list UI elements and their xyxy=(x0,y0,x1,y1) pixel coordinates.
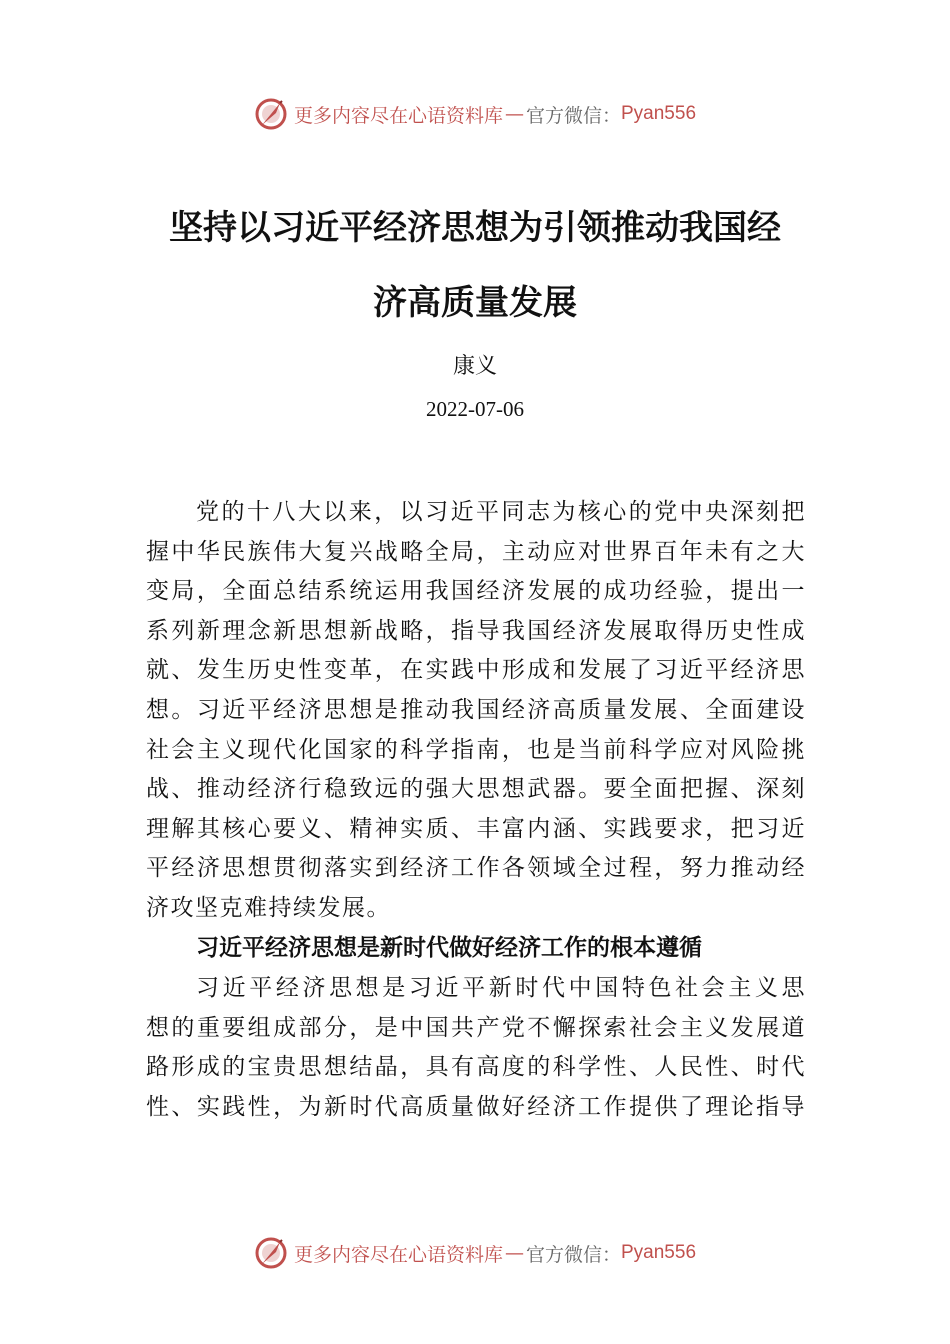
watermark-label: 官方微信： xyxy=(525,1243,621,1266)
paragraph-line: 社会主义现代化国家的科学指南，也是当前科学应对风险挑 xyxy=(146,736,806,763)
section-heading: 习近平经济思想是新时代做好经济工作的根本遵循 xyxy=(196,935,702,961)
paragraph-line: 路形成的宝贵思想结晶，具有高度的科学性、人民性、时代 xyxy=(146,1054,806,1081)
paragraph-line: 就、发生历史性变革，在实践中形成和发展了习近平经济思 xyxy=(146,657,806,684)
watermark-wechat-id: Pyan556 xyxy=(621,103,697,124)
paragraph-line: 战、推动经济行稳致远的强大思想武器。要全面把握、深刻 xyxy=(146,776,806,803)
article-author: 康义 xyxy=(452,354,497,379)
article-title-line-1: 坚持以习近平经济思想为引领推动我国经 xyxy=(169,208,781,248)
watermark-dash: — xyxy=(504,1242,524,1264)
paragraph-line: 济攻坚克难持续发展。 xyxy=(146,894,391,921)
quill-seal-icon xyxy=(254,97,288,131)
watermark-dash: — xyxy=(504,103,524,125)
paragraph-line: 想的重要组成部分，是中国共产党不懈探索社会主义发展道 xyxy=(146,1014,806,1041)
watermark-brand: 更多内容尽在心语资料库 xyxy=(293,104,503,127)
article-date: 2022-07-06 xyxy=(426,397,524,421)
paragraph-1 xyxy=(146,493,806,929)
paragraph-line: 系列新理念新思想新战略，指导我国经济发展取得历史性成 xyxy=(146,617,806,644)
paragraph-line: 党的十八大以来，以习近平同志为核心的党中央深刻把 xyxy=(196,499,806,525)
header-watermark xyxy=(0,94,950,134)
paragraph-line: 习近平经济思想是习近平新时代中国特色社会主义思 xyxy=(196,975,806,1001)
paragraph-line: 性、实践性，为新时代高质量做好经济工作提供了理论指导 xyxy=(146,1093,806,1120)
paragraph-line: 变局，全面总结系统运用我国经济发展的成功经验，提出一 xyxy=(146,578,806,605)
watermark-wechat-id: Pyan556 xyxy=(621,1242,697,1263)
paragraph-2 xyxy=(146,969,806,1127)
quill-seal-icon xyxy=(254,1236,288,1270)
watermark-label: 官方微信： xyxy=(525,104,621,127)
paragraph-line: 理解其核心要义、精神实质、丰富内涵、实践要求，把习近 xyxy=(146,815,806,842)
footer-watermark xyxy=(0,1233,950,1273)
article-title-line-2: 济高质量发展 xyxy=(373,283,577,323)
paragraph-line: 握中华民族伟大复兴战略全局，主动应对世界百年未有之大 xyxy=(146,538,806,565)
watermark-brand: 更多内容尽在心语资料库 xyxy=(293,1243,503,1266)
paragraph-line: 想。习近平经济思想是推动我国经济高质量发展、全面建设 xyxy=(146,696,806,723)
paragraph-line: 平经济思想贯彻落实到经济工作各领域全过程，努力推动经 xyxy=(146,855,806,882)
